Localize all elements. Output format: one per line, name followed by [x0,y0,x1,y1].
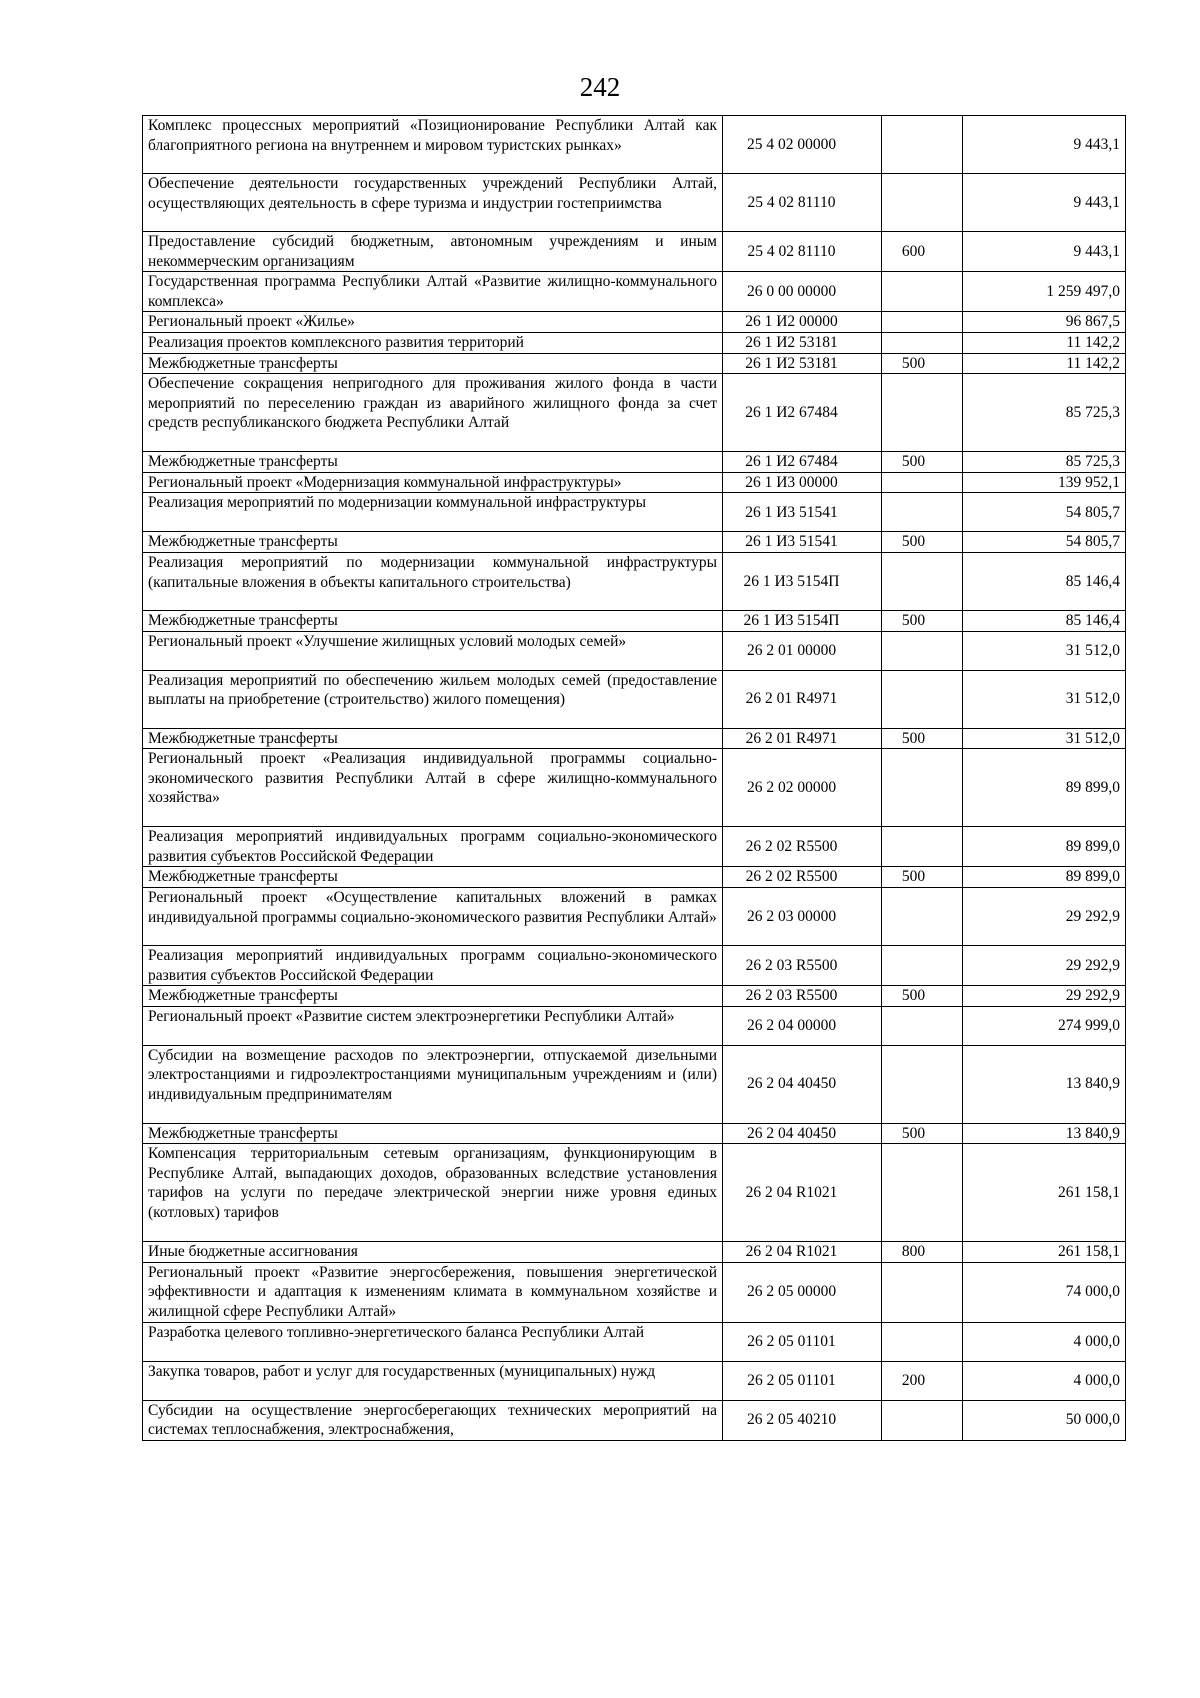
row-name-cell: Межбюджетные трансферты [143,986,723,1007]
row-type-cell [882,493,963,532]
row-type-cell: 500 [882,728,963,749]
row-sum-cell: 96 867,5 [963,312,1126,333]
row-code-cell: 26 2 02 R5500 [723,827,882,867]
row-type-cell [882,749,963,827]
row-type-cell [882,1322,963,1361]
row-type-cell [882,1006,963,1045]
row-sum-cell: 4 000,0 [963,1361,1126,1400]
row-sum-cell: 31 512,0 [963,631,1126,670]
budget-table-body [143,116,1126,1441]
row-sum-cell: 54 805,7 [963,532,1126,553]
table-row [143,749,1126,827]
row-code-cell: 26 1 И2 67484 [723,452,882,473]
table-row [143,116,1126,174]
row-name-cell: Обеспечение сокращения непригодного для проживания жилого фонда в части мероприятий по переселению граждан из аварийного жилищного фонда за счет средств республиканского бюджета Республики Алтай [143,374,723,452]
row-type-cell: 500 [882,986,963,1007]
row-code-cell: 26 2 05 40210 [723,1400,882,1440]
row-code-cell: 26 2 04 40450 [723,1123,882,1144]
table-row [143,670,1126,728]
row-name-cell: Межбюджетные трансферты [143,728,723,749]
row-code-cell: 26 1 И3 51541 [723,493,882,532]
row-name-cell: Региональный проект «Жилье» [143,312,723,333]
row-name-cell: Региональный проект «Модернизация коммунальной инфраструктуры» [143,472,723,493]
row-type-cell: 500 [882,1123,963,1144]
table-row [143,1322,1126,1361]
row-sum-cell: 85 146,4 [963,552,1126,610]
table-row [143,1123,1126,1144]
table-row [143,552,1126,610]
row-code-cell: 26 2 04 00000 [723,1006,882,1045]
row-type-cell [882,1144,963,1242]
table-row [143,312,1126,333]
row-sum-cell: 31 512,0 [963,670,1126,728]
table-row [143,827,1126,867]
table-row [143,452,1126,473]
row-code-cell: 26 2 04 40450 [723,1045,882,1123]
row-sum-cell: 74 000,0 [963,1262,1126,1322]
row-sum-cell: 89 899,0 [963,867,1126,888]
row-name-cell: Межбюджетные трансферты [143,353,723,374]
row-code-cell: 26 2 05 01101 [723,1322,882,1361]
table-row [143,945,1126,985]
row-name-cell: Закупка товаров, работ и услуг для государственных (муниципальных) нужд [143,1361,723,1400]
table-row [143,472,1126,493]
row-name-cell: Межбюджетные трансферты [143,452,723,473]
row-sum-cell: 4 000,0 [963,1322,1126,1361]
row-code-cell: 26 1 И2 53181 [723,332,882,353]
row-code-cell: 26 2 03 00000 [723,887,882,945]
row-name-cell: Региональный проект «Развитие систем электроэнергетики Республики Алтай» [143,1006,723,1045]
row-name-cell: Разработка целевого топливно-энергетического баланса Республики Алтай [143,1322,723,1361]
row-name-cell: Региональный проект «Реализация индивидуальной программы социально-экономического развития Республики Алтай в сфере жилищно-коммунального хозяйства» [143,749,723,827]
row-sum-cell: 89 899,0 [963,827,1126,867]
row-name-cell: Субсидии на осуществление энергосберегающих технических мероприятий на системах теплоснабжения, электроснабжения, [143,1400,723,1440]
row-type-cell [882,1400,963,1440]
row-name-cell: Компенсация территориальным сетевым организациям, функционирующим в Республике Алтай, выпадающих доходов, образованных вследствие установления тарифов на услуги по передаче электрической энергии ниже уровня единых (котловых) тарифов [143,1144,723,1242]
row-name-cell: Реализация мероприятий по модернизации коммунальной инфраструктуры (капитальные вложения в объекты капитального строительства) [143,552,723,610]
row-type-cell [882,312,963,333]
row-code-cell: 25 4 02 81110 [723,232,882,272]
row-type-cell [882,827,963,867]
row-name-cell: Предоставление субсидий бюджетным, автономным учреждениям и иным некоммерческим организациям [143,232,723,272]
row-sum-cell: 85 725,3 [963,452,1126,473]
table-row [143,1400,1126,1440]
row-sum-cell: 13 840,9 [963,1045,1126,1123]
row-name-cell: Региональный проект «Развитие энергосбережения, повышения энергетической эффективности и адаптация к изменениям климата в коммунальном хозяйстве и жилищной сфере Республики Алтай» [143,1262,723,1322]
row-type-cell: 800 [882,1242,963,1263]
row-name-cell: Реализация мероприятий индивидуальных программ социально-экономического развития субъектов Российской Федерации [143,827,723,867]
table-row [143,532,1126,553]
row-name-cell: Обеспечение деятельности государственных учреждений Республики Алтай, осуществляющих деятельность в сфере туризма и индустрии гостеприимства [143,174,723,232]
row-type-cell [882,374,963,452]
row-sum-cell: 29 292,9 [963,887,1126,945]
table-row [143,174,1126,232]
table-row [143,1262,1126,1322]
table-row [143,986,1126,1007]
row-code-cell: 26 1 И3 00000 [723,472,882,493]
row-type-cell: 200 [882,1361,963,1400]
table-row [143,610,1126,631]
row-sum-cell: 54 805,7 [963,493,1126,532]
row-name-cell: Региональный проект «Осуществление капитальных вложений в рамках индивидуальной программы социально-экономического развития Республики Алтай» [143,887,723,945]
row-sum-cell: 50 000,0 [963,1400,1126,1440]
row-code-cell: 26 2 02 R5500 [723,867,882,888]
table-row [143,1006,1126,1045]
row-code-cell: 26 1 И2 67484 [723,374,882,452]
table-row [143,1361,1126,1400]
row-name-cell: Межбюджетные трансферты [143,532,723,553]
row-code-cell: 26 2 05 00000 [723,1262,882,1322]
row-sum-cell: 1 259 497,0 [963,272,1126,312]
row-type-cell [882,116,963,174]
row-type-cell [882,670,963,728]
row-code-cell: 26 1 И3 5154П [723,610,882,631]
row-code-cell: 25 4 02 81110 [723,174,882,232]
row-code-cell: 26 2 03 R5500 [723,945,882,985]
row-type-cell: 500 [882,452,963,473]
row-sum-cell: 11 142,2 [963,353,1126,374]
row-type-cell [882,1262,963,1322]
row-name-cell: Реализация мероприятий индивидуальных программ социально-экономического развития субъектов Российской Федерации [143,945,723,985]
row-sum-cell: 9 443,1 [963,232,1126,272]
row-type-cell [882,332,963,353]
row-type-cell [882,1045,963,1123]
row-code-cell: 26 2 02 00000 [723,749,882,827]
row-code-cell: 25 4 02 00000 [723,116,882,174]
table-row [143,1045,1126,1123]
table-row [143,867,1126,888]
row-name-cell: Иные бюджетные ассигнования [143,1242,723,1263]
row-name-cell: Региональный проект «Улучшение жилищных условий молодых семей» [143,631,723,670]
row-sum-cell: 89 899,0 [963,749,1126,827]
row-name-cell: Реализация мероприятий по обеспечению жильем молодых семей (предоставление выплаты на приобретение (строительство) жилого помещения) [143,670,723,728]
row-sum-cell: 261 158,1 [963,1242,1126,1263]
table-row [143,232,1126,272]
row-sum-cell: 274 999,0 [963,1006,1126,1045]
table-row [143,332,1126,353]
row-name-cell: Межбюджетные трансферты [143,610,723,631]
row-name-cell: Реализация мероприятий по модернизации коммунальной инфраструктуры [143,493,723,532]
table-row [143,493,1126,532]
row-type-cell [882,887,963,945]
row-sum-cell: 139 952,1 [963,472,1126,493]
budget-table [142,115,1126,1441]
row-type-cell: 600 [882,232,963,272]
row-sum-cell: 29 292,9 [963,945,1126,985]
row-type-cell [882,472,963,493]
table-row [143,1242,1126,1263]
table-row [143,272,1126,312]
table-row [143,631,1126,670]
row-sum-cell: 31 512,0 [963,728,1126,749]
row-name-cell: Субсидии на возмещение расходов по электроэнергии, отпускаемой дизельными электростанциями и гидроэлектростанциями муниципальным учреждениям и (или) индивидуальным предпринимателям [143,1045,723,1123]
row-code-cell: 26 1 И3 5154П [723,552,882,610]
row-name-cell: Межбюджетные трансферты [143,1123,723,1144]
row-sum-cell: 13 840,9 [963,1123,1126,1144]
page-number: 242 [579,72,621,102]
row-code-cell: 26 2 01 00000 [723,631,882,670]
row-code-cell: 26 2 05 01101 [723,1361,882,1400]
row-name-cell: Комплекс процессных мероприятий «Позиционирование Республики Алтай как благоприятного региона на внутреннем и мировом туристских рынках» [143,116,723,174]
table-row [143,887,1126,945]
row-sum-cell: 9 443,1 [963,116,1126,174]
row-sum-cell: 261 158,1 [963,1144,1126,1242]
row-type-cell [882,552,963,610]
row-type-cell [882,945,963,985]
row-name-cell: Межбюджетные трансферты [143,867,723,888]
row-type-cell [882,174,963,232]
row-code-cell: 26 2 04 R1021 [723,1144,882,1242]
row-sum-cell: 85 146,4 [963,610,1126,631]
row-sum-cell: 29 292,9 [963,986,1126,1007]
row-code-cell: 26 2 03 R5500 [723,986,882,1007]
row-code-cell: 26 0 00 00000 [723,272,882,312]
row-type-cell [882,631,963,670]
row-code-cell: 26 2 04 R1021 [723,1242,882,1263]
row-name-cell: Государственная программа Республики Алтай «Развитие жилищно-коммунального комплекса» [143,272,723,312]
row-sum-cell: 9 443,1 [963,174,1126,232]
table-row [143,1144,1126,1242]
row-type-cell: 500 [882,353,963,374]
row-code-cell: 26 1 И3 51541 [723,532,882,553]
table-row [143,353,1126,374]
row-code-cell: 26 2 01 R4971 [723,728,882,749]
table-row [143,728,1126,749]
row-type-cell: 500 [882,867,963,888]
row-code-cell: 26 1 И2 00000 [723,312,882,333]
table-row [143,374,1126,452]
row-code-cell: 26 2 01 R4971 [723,670,882,728]
row-code-cell: 26 1 И2 53181 [723,353,882,374]
row-sum-cell: 11 142,2 [963,332,1126,353]
row-type-cell: 500 [882,532,963,553]
row-type-cell [882,272,963,312]
row-sum-cell: 85 725,3 [963,374,1126,452]
row-type-cell: 500 [882,610,963,631]
row-name-cell: Реализация проектов комплексного развития территорий [143,332,723,353]
